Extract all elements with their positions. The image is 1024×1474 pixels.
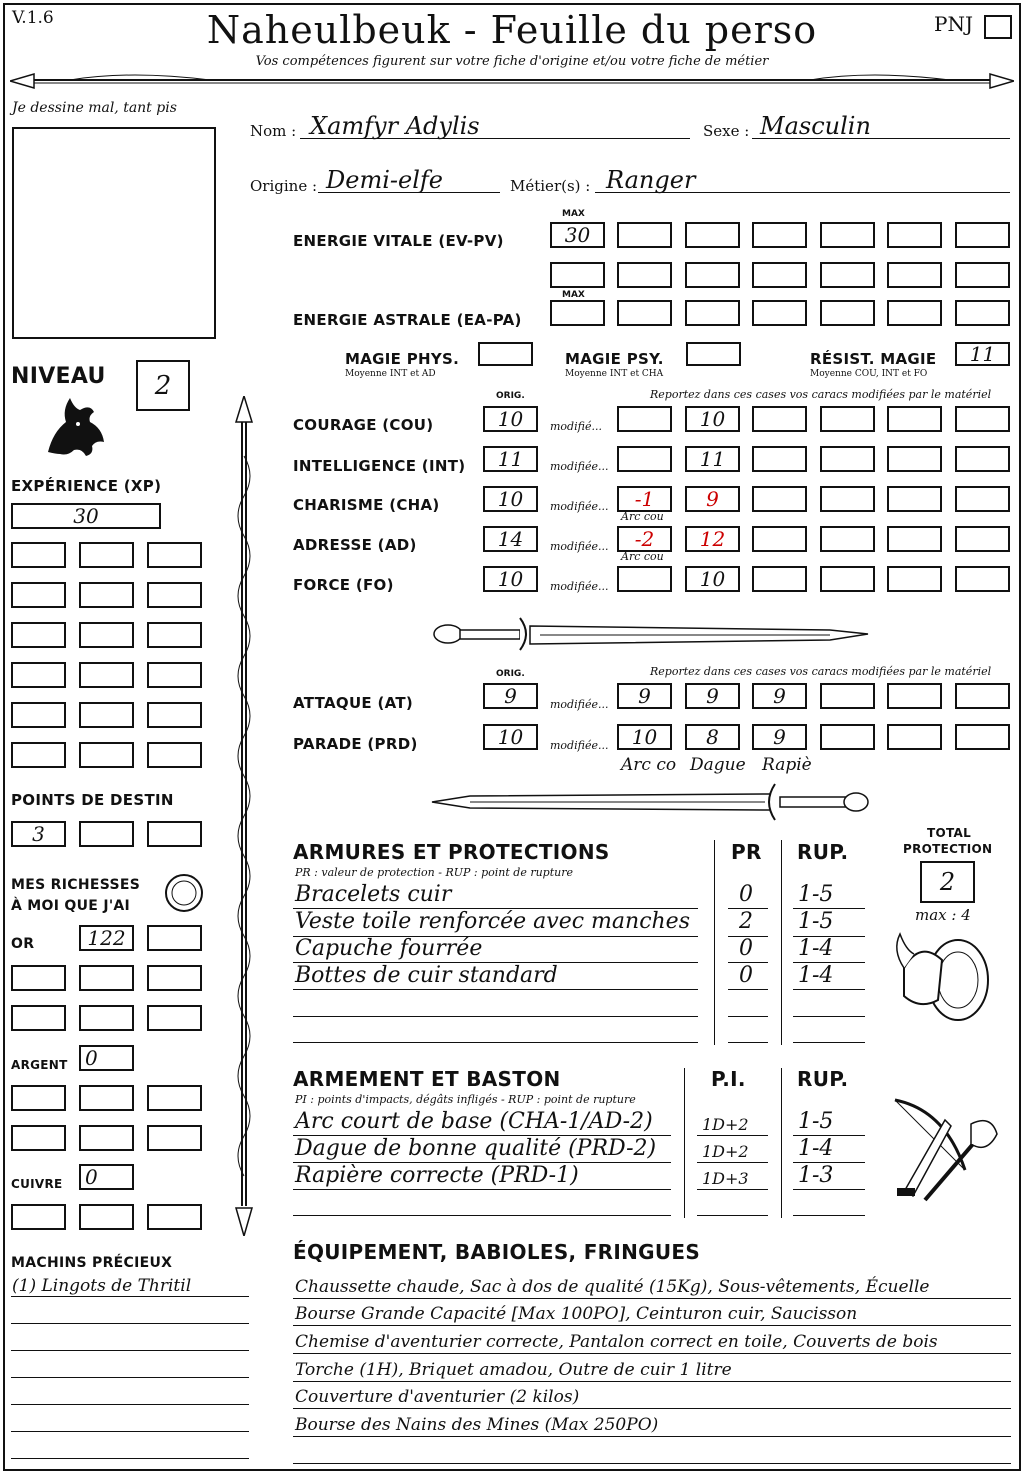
prd-value[interactable]: 9 — [752, 724, 807, 750]
richesses-label-2: À MOI QUE J'AI — [11, 898, 131, 914]
xp-grid-box[interactable] — [147, 582, 202, 608]
carac-box[interactable] — [955, 566, 1010, 592]
metier-label: Métier(s) : — [510, 177, 591, 195]
combat-note: Reportez dans ces cases vos caracs modifiées par le matériel — [650, 665, 992, 678]
armement-rup-label: RUP. — [797, 1067, 849, 1091]
equipement-line[interactable]: Chemise d'aventurier correcte, Pantalon correct en toile, Couverts de bois — [295, 1332, 938, 1352]
armures-note: PR : valeur de protection - RUP : point de rupture — [295, 866, 573, 879]
xp-grid-box[interactable] — [147, 662, 202, 688]
arme-rup[interactable]: 1-4 — [798, 1136, 834, 1161]
total-protection-box[interactable]: 2 — [920, 861, 975, 903]
combat-orig-label: ORIG. — [496, 669, 525, 679]
carac-value-cha[interactable]: 9 — [685, 486, 740, 512]
or-box[interactable] — [147, 965, 202, 991]
total-protection-label-2: PROTECTION — [903, 842, 993, 856]
carac-box[interactable] — [752, 446, 807, 472]
sheet-title: Naheulbeuk - Feuille du perso — [206, 8, 818, 52]
xp-grid-box[interactable] — [11, 702, 66, 728]
ea-box[interactable] — [820, 300, 875, 326]
ev-label: ENERGIE VITALE (EV-PV) — [293, 232, 504, 250]
carac-mod-cha[interactable]: -1 — [617, 486, 672, 512]
portrait-box[interactable] — [12, 127, 216, 339]
arme-rup[interactable]: 1-5 — [798, 1109, 834, 1134]
armure-pr[interactable]: 0 — [739, 882, 753, 907]
arme-name[interactable]: Arc court de base (CHA-1/AD-2) — [295, 1109, 653, 1134]
or-box[interactable] — [79, 1005, 134, 1031]
argent-box[interactable] — [11, 1125, 66, 1151]
armure-rup[interactable]: 1-5 — [798, 882, 834, 907]
cuivre-box[interactable] — [11, 1204, 66, 1230]
cuivre-label: CUIVRE — [11, 1177, 63, 1191]
equipement-line[interactable]: Bourse Grande Capacité [Max 100PO], Ceinturon cuir, Saucisson — [295, 1304, 858, 1324]
armure-name[interactable]: Capuche fourrée — [295, 936, 483, 961]
carac-mod-fo[interactable] — [617, 566, 672, 592]
xp-grid-box[interactable] — [147, 542, 202, 568]
xp-grid-box[interactable] — [11, 662, 66, 688]
carac-mod-note-ad: Arc cou — [621, 550, 664, 563]
portrait-caption: Je dessine mal, tant pis — [12, 100, 177, 116]
carac-label-int: INTELLIGENCE (INT) — [293, 457, 466, 475]
arme-rup[interactable]: 1-3 — [798, 1163, 834, 1188]
nom-label: Nom : — [250, 122, 297, 140]
ev-box[interactable] — [955, 262, 1010, 288]
xp-grid-box[interactable] — [79, 662, 134, 688]
version-label: V.1.6 — [12, 8, 54, 28]
armure-rup[interactable]: 1-4 — [798, 936, 834, 961]
dragon-icon — [38, 392, 110, 464]
modifie-label: modifiée... — [550, 698, 609, 711]
niveau-box[interactable]: 2 — [136, 360, 190, 411]
cuivre-box[interactable]: 0 — [79, 1164, 134, 1190]
carac-label-fo: FORCE (FO) — [293, 576, 394, 594]
prd-box[interactable] — [955, 724, 1010, 750]
spear-icon — [226, 396, 262, 1236]
armure-pr[interactable]: 0 — [739, 963, 753, 988]
carac-box[interactable] — [752, 486, 807, 512]
sword-icon — [430, 780, 870, 824]
arme-pi[interactable]: 1D+2 — [702, 1142, 749, 1161]
pr-label: PR — [731, 840, 762, 864]
weapon-note: Rapiè — [762, 755, 812, 775]
xp-grid-box[interactable] — [11, 742, 66, 768]
magie-phys-box[interactable] — [478, 342, 533, 366]
modifie-label: modifiée... — [550, 460, 609, 473]
carac-orig-ad[interactable]: 14 — [483, 526, 538, 552]
carac-mod-cou[interactable] — [617, 406, 672, 432]
carac-box[interactable] — [887, 566, 942, 592]
argent-box[interactable] — [147, 1085, 202, 1111]
coin-icon — [163, 872, 205, 914]
carac-box[interactable] — [752, 526, 807, 552]
carac-label-cha: CHARISME (CHA) — [293, 496, 440, 514]
argent-box[interactable] — [79, 1125, 134, 1151]
argent-box[interactable]: 0 — [79, 1045, 134, 1071]
armure-name[interactable]: Bracelets cuir — [295, 882, 452, 907]
carac-orig-int[interactable]: 11 — [483, 446, 538, 472]
argent-box[interactable] — [79, 1085, 134, 1111]
destin-box[interactable]: 3 — [11, 821, 66, 847]
ea-max-label: MAX — [562, 290, 585, 300]
carac-box[interactable] — [955, 526, 1010, 552]
spear-divider-icon — [10, 68, 1014, 92]
sexe-value[interactable]: Masculin — [760, 112, 871, 140]
modifie-label: modifié... — [550, 420, 602, 433]
xp-box[interactable]: 30 — [11, 503, 161, 529]
ea-box[interactable] — [685, 300, 740, 326]
equipement-line[interactable]: Chaussette chaude, Sac à dos de qualité (15Kg), Sous-vêtements, Écuelle — [295, 1277, 930, 1297]
at-box[interactable] — [955, 683, 1010, 709]
carac-orig-fo[interactable]: 10 — [483, 566, 538, 592]
at-orig[interactable]: 9 — [483, 683, 538, 709]
ev-box[interactable] — [685, 222, 740, 248]
prd-value[interactable]: 8 — [685, 724, 740, 750]
xp-grid-box[interactable] — [11, 582, 66, 608]
rup-label: RUP. — [797, 840, 849, 864]
destin-box[interactable] — [147, 821, 202, 847]
carac-value-int[interactable]: 11 — [685, 446, 740, 472]
magie-phys-label: MAGIE PHYS. — [345, 350, 460, 368]
or-box[interactable]: 122 — [79, 925, 134, 951]
origine-label: Origine : — [250, 177, 318, 195]
or-box[interactable] — [147, 1005, 202, 1031]
carac-value-fo[interactable]: 10 — [685, 566, 740, 592]
carac-box[interactable] — [955, 446, 1010, 472]
prd-box[interactable] — [887, 724, 942, 750]
ev-box[interactable] — [550, 262, 605, 288]
prd-value[interactable]: 10 — [617, 724, 672, 750]
arme-pi[interactable]: 1D+3 — [702, 1169, 749, 1188]
modifie-label: modifiée... — [550, 739, 609, 752]
argent-label: ARGENT — [11, 1058, 68, 1072]
armure-rup[interactable]: 1-4 — [798, 963, 834, 988]
caracs-note: Reportez dans ces cases vos caracs modifiées par le matériel — [650, 388, 992, 401]
prd-label: PARADE (PRD) — [293, 735, 418, 753]
total-protection-max: max : 4 — [915, 906, 971, 924]
carac-orig-cou[interactable]: 10 — [483, 406, 538, 432]
carac-label-ad: ADRESSE (AD) — [293, 536, 417, 554]
equipement-line[interactable]: Couverture d'aventurier (2 kilos) — [295, 1387, 580, 1407]
or-label: OR — [11, 936, 35, 952]
weapon-note: Dague — [690, 755, 746, 775]
or-box[interactable] — [11, 965, 66, 991]
xp-grid-box[interactable] — [79, 582, 134, 608]
carac-orig-cha[interactable]: 10 — [483, 486, 538, 512]
at-box[interactable] — [820, 683, 875, 709]
ev-box[interactable] — [820, 262, 875, 288]
metier-value[interactable]: Ranger — [606, 166, 696, 194]
prd-box[interactable] — [820, 724, 875, 750]
ev-box[interactable] — [752, 262, 807, 288]
modifie-label: modifiée... — [550, 500, 609, 513]
xp-grid-box[interactable] — [79, 622, 134, 648]
pnj-checkbox[interactable] — [984, 15, 1012, 39]
cuivre-box[interactable] — [147, 1204, 202, 1230]
machins-label: MACHINS PRÉCIEUX — [11, 1255, 173, 1271]
carac-mod-ad[interactable]: -2 — [617, 526, 672, 552]
xp-grid-box[interactable] — [79, 702, 134, 728]
carac-label-cou: COURAGE (COU) — [293, 416, 434, 434]
carac-box[interactable] — [955, 406, 1010, 432]
ev-box[interactable] — [617, 222, 672, 248]
ea-max-box[interactable] — [550, 300, 605, 326]
equipement-line[interactable]: Torche (1H), Briquet amadou, Outre de cuir 1 litre — [295, 1360, 732, 1380]
arme-pi[interactable]: 1D+2 — [702, 1115, 749, 1134]
carac-mod-int[interactable] — [617, 446, 672, 472]
ev-box[interactable] — [617, 262, 672, 288]
weapons-icon — [885, 1090, 1015, 1220]
armure-name[interactable]: Bottes de cuir standard — [295, 963, 558, 988]
equipement-title: ÉQUIPEMENT, BABIOLES, FRINGUES — [293, 1240, 701, 1264]
armure-rup[interactable]: 1-5 — [798, 909, 834, 934]
xp-grid-box[interactable] — [147, 742, 202, 768]
richesses-label: MES RICHESSES — [11, 877, 141, 893]
ev-box[interactable] — [685, 262, 740, 288]
carac-box[interactable] — [820, 486, 875, 512]
ev-box[interactable] — [887, 222, 942, 248]
ev-box[interactable] — [820, 222, 875, 248]
cuivre-box[interactable] — [79, 1204, 134, 1230]
subtitle: Vos compétences figurent sur votre fiche d'origine et/ou votre fiche de métier — [255, 54, 769, 69]
carac-box[interactable] — [955, 486, 1010, 512]
magie-psy-note: Moyenne INT et CHA — [565, 369, 664, 379]
or-box[interactable] — [79, 965, 134, 991]
armement-title: ARMEMENT ET BASTON — [293, 1067, 561, 1091]
xp-label: EXPÉRIENCE (XP) — [11, 477, 162, 495]
ea-box[interactable] — [617, 300, 672, 326]
or-box[interactable] — [147, 925, 202, 951]
carac-box[interactable] — [820, 406, 875, 432]
at-value[interactable]: 9 — [617, 683, 672, 709]
destin-box[interactable] — [79, 821, 134, 847]
total-protection-label: TOTAL — [927, 826, 972, 840]
niveau-label: NIVEAU — [11, 364, 106, 389]
armement-note: PI : points d'impacts, dégâts infligés - RUP : point de rupture — [295, 1093, 636, 1106]
at-value[interactable]: 9 — [685, 683, 740, 709]
ev-box[interactable] — [955, 222, 1010, 248]
pnj-label: PNJ — [934, 12, 973, 36]
ev-box[interactable] — [887, 262, 942, 288]
caracs-orig-label: ORIG. — [496, 391, 525, 401]
origine-value[interactable]: Demi-elfe — [326, 166, 443, 194]
sword-icon — [430, 612, 870, 656]
helmet-shield-icon — [890, 928, 1000, 1028]
resist-magie-label: RÉSIST. MAGIE — [810, 350, 937, 368]
resist-magie-box[interactable]: 11 — [955, 342, 1010, 366]
carac-value-cou[interactable]: 10 — [685, 406, 740, 432]
modifie-label: modifiée... — [550, 540, 609, 553]
at-value[interactable]: 9 — [752, 683, 807, 709]
xp-grid-box[interactable] — [147, 702, 202, 728]
machins-item[interactable]: (1) Lingots de Thritil — [12, 1276, 192, 1296]
argent-box[interactable] — [11, 1085, 66, 1111]
arme-name[interactable]: Rapière correcte (PRD-1) — [295, 1163, 579, 1188]
carac-box[interactable] — [752, 406, 807, 432]
equipement-line[interactable]: Bourse des Nains des Mines (Max 250PO) — [295, 1415, 659, 1435]
prd-orig[interactable]: 10 — [483, 724, 538, 750]
armures-title: ARMURES ET PROTECTIONS — [293, 840, 610, 864]
or-box[interactable] — [11, 1005, 66, 1031]
magie-phys-note: Moyenne INT et AD — [345, 369, 436, 379]
carac-box[interactable] — [887, 406, 942, 432]
magie-psy-label: MAGIE PSY. — [565, 350, 664, 368]
ev-max-box[interactable]: 30 — [550, 222, 605, 248]
destin-label: POINTS DE DESTIN — [11, 791, 174, 809]
carac-box[interactable] — [887, 446, 942, 472]
carac-box[interactable] — [820, 526, 875, 552]
xp-grid-box[interactable] — [11, 542, 66, 568]
carac-box[interactable] — [820, 446, 875, 472]
argent-box[interactable] — [147, 1125, 202, 1151]
carac-value-ad[interactable]: 12 — [685, 526, 740, 552]
resist-magie-note: Moyenne COU, INT et FO — [810, 369, 928, 379]
carac-box[interactable] — [887, 486, 942, 512]
magie-psy-box[interactable] — [686, 342, 741, 366]
xp-grid-box[interactable] — [11, 622, 66, 648]
weapon-note: Arc co — [621, 755, 677, 775]
xp-grid-box[interactable] — [79, 742, 134, 768]
carac-box[interactable] — [752, 566, 807, 592]
ea-box[interactable] — [955, 300, 1010, 326]
pi-label: P.I. — [711, 1067, 746, 1091]
ea-box[interactable] — [752, 300, 807, 326]
arme-name[interactable]: Dague de bonne qualité (PRD-2) — [295, 1136, 657, 1161]
nom-value[interactable]: Xamfyr Adylis — [310, 112, 480, 140]
ea-label: ENERGIE ASTRALE (EA-PA) — [293, 311, 522, 329]
ev-box[interactable] — [752, 222, 807, 248]
xp-grid-box[interactable] — [147, 622, 202, 648]
armure-pr[interactable]: 0 — [739, 936, 753, 961]
xp-grid-box[interactable] — [79, 542, 134, 568]
ea-box[interactable] — [887, 300, 942, 326]
ev-max-label: MAX — [562, 209, 585, 219]
at-label: ATTAQUE (AT) — [293, 694, 414, 712]
carac-mod-note-cha: Arc cou — [621, 510, 664, 523]
armure-name[interactable]: Veste toile renforcée avec manches — [295, 909, 690, 934]
carac-box[interactable] — [887, 526, 942, 552]
carac-box[interactable] — [820, 566, 875, 592]
at-box[interactable] — [887, 683, 942, 709]
sexe-label: Sexe : — [703, 122, 750, 140]
armure-pr[interactable]: 2 — [739, 909, 753, 934]
modifie-label: modifiée... — [550, 580, 609, 593]
